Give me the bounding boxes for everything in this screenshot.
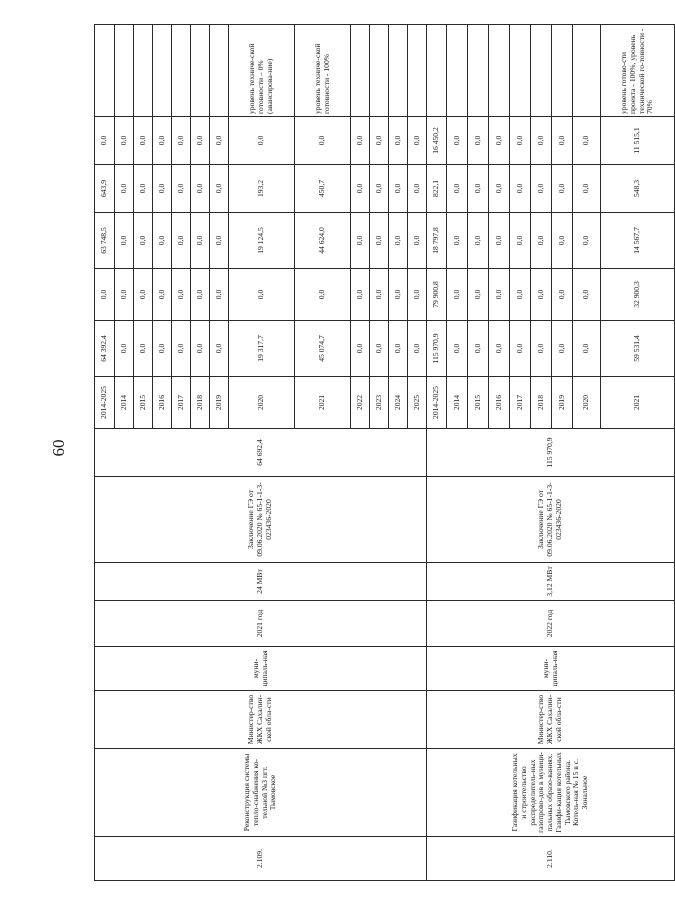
regional-cell: 0,0 [153,213,172,269]
note-cell [210,25,229,117]
other-cell: 0,0 [408,117,427,165]
total-cell: 0,0 [531,321,552,377]
table-row [427,25,447,881]
total-cell: 64 392,4 [95,321,115,377]
regional-cell: 0,0 [447,213,468,269]
local-cell: 0,0 [210,165,229,213]
regional-cell: 0,0 [552,213,573,269]
other-cell: 0,0 [489,117,510,165]
note-cell [427,25,447,117]
total-cell: 0,0 [489,321,510,377]
period-cell: 2018 [191,377,210,429]
item-number: 2.110. [427,837,675,881]
other-cell: 0,0 [172,117,191,165]
federal-cell: 0,0 [153,269,172,321]
local-cell: 0,0 [389,165,408,213]
period-cell: 2014-2025 [427,377,447,429]
federal-cell: 0,0 [447,269,468,321]
period-cell: 2019 [552,377,573,429]
federal-cell: 0,0 [573,269,601,321]
other-cell: 0,0 [351,117,370,165]
period-cell: 2025 [408,377,427,429]
regional-cell: 0,0 [489,213,510,269]
ownership: муни-ципаль-ная [95,647,427,691]
note-cell [447,25,468,117]
period-cell: 2017 [172,377,191,429]
federal-cell: 0,0 [468,269,489,321]
table-row [95,25,115,881]
federal-cell: 0,0 [408,269,427,321]
local-cell: 0,0 [191,165,210,213]
total-cell: 59 531,4 [601,321,675,377]
total-cell: 0,0 [389,321,408,377]
regional-cell: 0,0 [408,213,427,269]
note-cell [573,25,601,117]
other-cell: 0,0 [115,117,134,165]
period-cell: 2020 [573,377,601,429]
local-cell: 0,0 [510,165,531,213]
federal-cell: 0,0 [489,269,510,321]
regional-cell: 0,0 [134,213,153,269]
local-cell: 0,0 [134,165,153,213]
total-cell: 0,0 [370,321,389,377]
note-cell [489,25,510,117]
other-cell: 0,0 [229,117,295,165]
period-cell: 2014 [115,377,134,429]
note-cell [389,25,408,117]
capacity: 3,12 МВт [427,563,675,601]
local-cell: 193,2 [229,165,295,213]
regional-cell: 0,0 [172,213,191,269]
other-cell: 0,0 [447,117,468,165]
regional-cell: 0,0 [370,213,389,269]
period-cell: 2024 [389,377,408,429]
federal-cell: 0,0 [210,269,229,321]
federal-cell: 0,0 [172,269,191,321]
note-cell [351,25,370,117]
federal-cell: 0,0 [552,269,573,321]
object-name: Реконструкция системы тепло-снабжения ко-тельной №3 пгт. Тымовское [95,749,427,837]
note-cell [531,25,552,117]
regional-cell: 0,0 [573,213,601,269]
period-cell: 2014 [447,377,468,429]
local-cell: 0,0 [489,165,510,213]
local-cell: 0,0 [172,165,191,213]
estimated-cost: 64 692,4 [95,429,427,477]
item-number: 2.109. [95,837,427,881]
regional-cell: 0,0 [531,213,552,269]
regional-cell: 0,0 [468,213,489,269]
local-cell: 822,1 [427,165,447,213]
other-cell: 0,0 [153,117,172,165]
regional-cell: 18 797,8 [427,213,447,269]
regional-cell: 44 624,0 [295,213,351,269]
federal-cell: 0,0 [389,269,408,321]
other-cell: 0,0 [95,117,115,165]
note-cell [95,25,115,117]
local-cell: 0,0 [468,165,489,213]
period-cell: 2017 [510,377,531,429]
total-cell: 0,0 [134,321,153,377]
total-cell: 0,0 [552,321,573,377]
period-cell: 2020 [229,377,295,429]
total-cell: 0,0 [447,321,468,377]
federal-cell: 79 900,8 [427,269,447,321]
page-number: 60 [49,439,68,457]
total-cell: 0,0 [191,321,210,377]
local-cell: 450,7 [295,165,351,213]
note-cell: уровень техниче-ской готовности – 0% (авансирова-ние) [229,25,295,117]
federal-cell: 0,0 [351,269,370,321]
federal-cell: 0,0 [510,269,531,321]
total-cell: 0,0 [210,321,229,377]
total-cell: 0,0 [468,321,489,377]
other-cell: 0,0 [573,117,601,165]
federal-cell: 0,0 [229,269,295,321]
other-cell: 0,0 [210,117,229,165]
federal-cell: 0,0 [531,269,552,321]
total-cell: 0,0 [115,321,134,377]
note-cell: уровень техниче-ской готовности - 100% [295,25,351,117]
completion-year: 2022 год [427,601,675,647]
other-cell: 0,0 [531,117,552,165]
total-cell: 0,0 [573,321,601,377]
regional-cell: 0,0 [389,213,408,269]
period-cell: 2014-2025 [95,377,115,429]
other-cell: 0,0 [510,117,531,165]
ownership: муни-ципаль-ная [427,647,675,691]
local-cell: 0,0 [370,165,389,213]
note-cell [172,25,191,117]
rotated-table-container [94,25,655,881]
other-cell: 0,0 [389,117,408,165]
regional-cell: 14 567,7 [601,213,675,269]
local-cell: 0,0 [351,165,370,213]
period-cell: 2022 [351,377,370,429]
note-cell [510,25,531,117]
federal-cell: 0,0 [95,269,115,321]
other-cell: 0,0 [134,117,153,165]
total-cell: 115 970,9 [427,321,447,377]
period-cell: 2018 [531,377,552,429]
estimated-cost: 115 970,9 [427,429,675,477]
regional-cell: 19 124,5 [229,213,295,269]
customer: Министер-ство ЖКХ Сахалин-ской обла-сти [95,691,427,749]
regional-cell: 0,0 [510,213,531,269]
note-cell: уровень готово-сти проекта - 100%, уровень технической го-товности - 70% [601,25,675,117]
local-cell: 0,0 [573,165,601,213]
local-cell: 548,3 [601,165,675,213]
federal-cell: 32 900,3 [601,269,675,321]
total-cell: 0,0 [172,321,191,377]
note-cell [552,25,573,117]
total-cell: 0,0 [153,321,172,377]
note-cell [153,25,172,117]
total-cell: 0,0 [408,321,427,377]
expertise-conclusion: Заключение ГЭ от 09.06.2020 № 65-1-1-3-023436-2020 [427,477,675,563]
total-cell: 0,0 [510,321,531,377]
regional-cell: 0,0 [191,213,210,269]
capacity: 24 МВт [95,563,427,601]
local-cell: 0,0 [153,165,172,213]
note-cell [115,25,134,117]
local-cell: 0,0 [447,165,468,213]
note-cell [408,25,427,117]
federal-cell: 0,0 [115,269,134,321]
other-cell: 0,0 [295,117,351,165]
regional-cell: 0,0 [351,213,370,269]
customer: Министер-ство ЖКХ Сахалин-ской обла-сти [427,691,675,749]
total-cell: 19 317,7 [229,321,295,377]
period-cell: 2015 [134,377,153,429]
other-cell: 11 515,1 [601,117,675,165]
regional-cell: 0,0 [210,213,229,269]
other-cell: 0,0 [468,117,489,165]
period-cell: 2021 [295,377,351,429]
period-cell: 2023 [370,377,389,429]
local-cell: 0,0 [408,165,427,213]
other-cell: 0,0 [191,117,210,165]
regional-cell: 63 748,5 [95,213,115,269]
note-cell [370,25,389,117]
local-cell: 643,9 [95,165,115,213]
total-cell: 45 074,7 [295,321,351,377]
regional-cell: 0,0 [115,213,134,269]
federal-cell: 0,0 [295,269,351,321]
federal-cell: 0,0 [134,269,153,321]
period-cell: 2019 [210,377,229,429]
investment-table [94,24,675,881]
other-cell: 0,0 [552,117,573,165]
period-cell: 2015 [468,377,489,429]
total-cell: 0,0 [351,321,370,377]
federal-cell: 0,0 [370,269,389,321]
federal-cell: 0,0 [191,269,210,321]
note-cell [191,25,210,117]
other-cell: 16 450,2 [427,117,447,165]
period-cell: 2021 [601,377,675,429]
local-cell: 0,0 [115,165,134,213]
expertise-conclusion: Заключение ГЭ от 09.06.2020 № 65-1-1-3-023436-2020 [95,477,427,563]
note-cell [468,25,489,117]
period-cell: 2016 [489,377,510,429]
other-cell: 0,0 [370,117,389,165]
note-cell [134,25,153,117]
local-cell: 0,0 [531,165,552,213]
period-cell: 2016 [153,377,172,429]
object-name: Газификация котельных и строительство распределитель-ных газопрово-дов в муници-пальных образо-ваниях. Газифи-кация котельных Тымовского района. Котель-ная № 15 в с. Зональное [427,749,675,837]
completion-year: 2021 год [95,601,427,647]
local-cell: 0,0 [552,165,573,213]
